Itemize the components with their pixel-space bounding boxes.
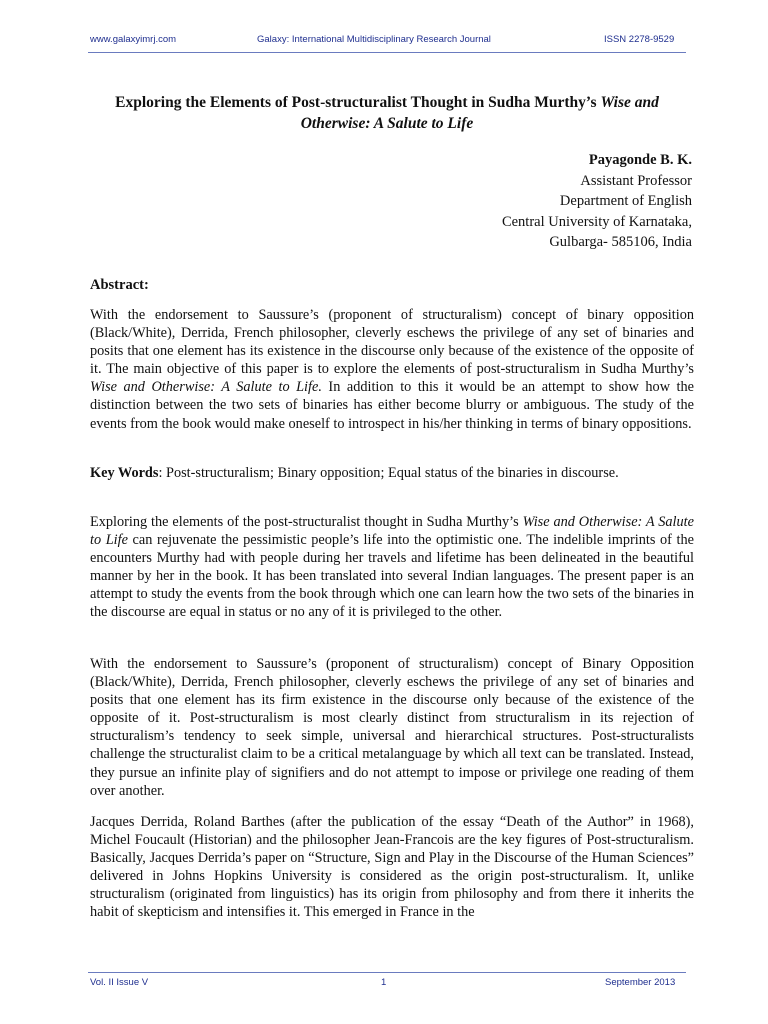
abstract-book-title: Wise and Otherwise: A Salute to Life. <box>90 379 322 396</box>
footer-divider <box>88 972 686 973</box>
abstract-paragraph <box>90 306 694 433</box>
journal-name: Galaxy: International Multidisciplinary Research Journal <box>257 34 491 45</box>
body-paragraph-3: Jacques Derrida, Roland Barthes (after the publication of the essay “Death of the Author” in 1968), Michel Foucault (Historian) and the philosopher Jean-Francois are the key figures of Post-structuralism. Basically, Jacques Derrida’s paper on “Structure, Sign and Play in the Discourse of the Human Sciences” delivered in Johns Hopkins University is considered as the origin post-structuralism. It, unlike structuralism (originated from linguistics) has its origin from philosophy and from there it inherits the habit of skepticism and intensifies it. This emerged in France in the <box>90 814 694 921</box>
author-department: Department of English <box>559 193 692 209</box>
website-link[interactable]: www.galaxyimrj.com <box>90 34 177 45</box>
keywords-text: : Post-structuralism; Binary opposition; Equal status of the binaries in discourse. <box>158 465 619 481</box>
page-number: 1 <box>381 977 387 988</box>
title-italic: Wise and Otherwise: A Salute to Life <box>300 94 659 132</box>
author-position: Assistant Professor <box>580 172 692 189</box>
p1-text-2: can rejuvenate the pessimistic people’s life into the optimistic one. The indelible imprints of the encounters Murthy had with people during her travels and lifetime has been delineated in the beautiful manner by her in the book. It has been translated into several Indian languages. The present paper is an attempt to study the events from the book through which one can learn how the two sets of the binaries in the discourse are equal in status or no any of it is privileged to the other. <box>90 532 695 621</box>
volume-issue: Vol. II Issue V <box>90 977 149 988</box>
header-divider <box>88 52 686 53</box>
body-paragraph-1 <box>90 513 694 622</box>
author-address: Gulbarga- 585106, India <box>549 234 692 250</box>
keywords-paragraph <box>90 464 694 482</box>
page-header <box>0 34 768 48</box>
title-main: Exploring the Elements of Post-structuralist Thought in Sudha Murthy’s <box>115 94 597 111</box>
author-block <box>502 150 692 253</box>
keywords-label: Key Words <box>90 465 159 481</box>
issn: ISSN 2278-9529 <box>604 34 675 45</box>
abstract-text-1: With the endorsement to Saussure’s (proponent of structuralism) concept of binary opposition (Black/White), Derrida, French philosopher, cleverly eschews the privilege of any set of binaries and posits that one element has its existence in the discourse only because of the existence of the opposite of it. The main objective of this paper is to explore the elements of post-structuralism in Sudha Murthy’s <box>90 307 694 378</box>
p1-book-title: Wise and Otherwise: A Salute to Life <box>90 514 694 549</box>
author-university: Central University of Karnataka, <box>501 213 692 230</box>
paper-title <box>88 92 686 134</box>
abstract-heading: Abstract: <box>90 277 149 293</box>
issue-date: September 2013 <box>605 977 676 988</box>
author-name: Payagonde B. K. <box>588 152 692 168</box>
page-footer <box>0 977 768 991</box>
body-paragraph-2: With the endorsement to Saussure’s (proponent of structuralism) concept of Binary Opposition (Black/White), Derrida, French philosopher, cleverly eschews the privilege of any set of binaries and posits that one element has its firm existence in the discourse only because of the existence of the opposite of it. Post-structuralism is most clearly distinct from structuralism in its rejection of structuralism’s tendency to seek simple, universal and hierarchical structures. Post-structuralists challenge the structuralist claim to be a critical metalanguage by which all text can be translated. Instead, they pursue an infinite play of signifiers and do not attempt to impose or privilege one reading of them over another. <box>90 656 694 799</box>
p1-text-1: Exploring the elements of the post-structuralist thought in Sudha Murthy’s <box>90 514 523 530</box>
abstract-text-2: In addition to this it would be an attempt to show how the distinction between the two sets of binaries has either become blurry or ambiguous. The study of the events from the book would make oneself to introspect in his/her thinking in terms of binary oppositions. <box>90 379 694 432</box>
